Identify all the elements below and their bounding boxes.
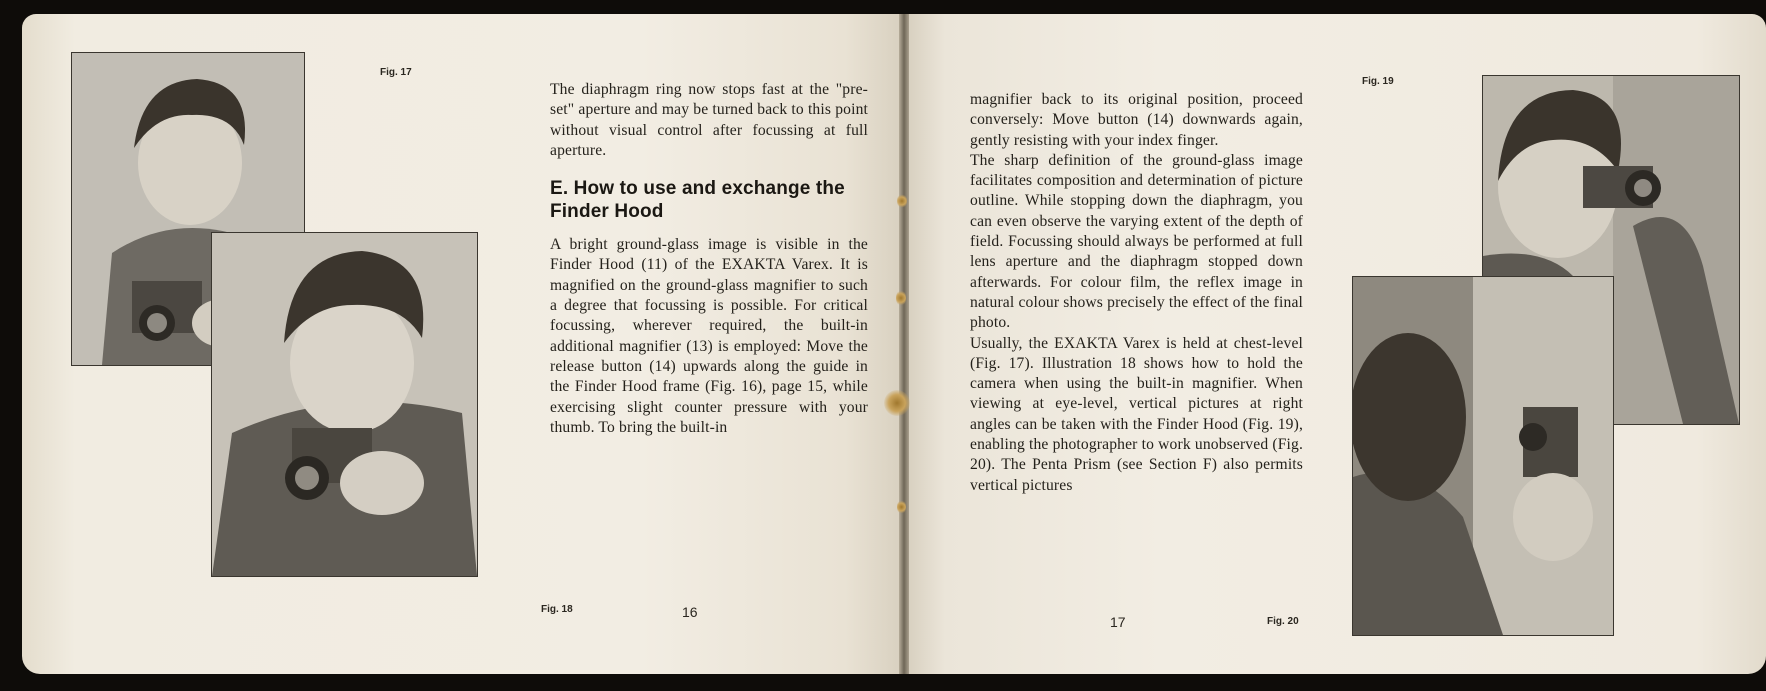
book-gutter [899, 14, 909, 674]
fig-19-label: Fig. 19 [1362, 76, 1394, 87]
right-paragraph-3: Usually, the EXAKTA Varex is held at chest-level (Fig. 17). Illustration 18 shows how to hold the camera when using the built-in magnifier. When viewing at eye-level, vertical pictures at right angles can be taken with the Finder Hood (Fig. 19), enabling the photographer to work unobserved (Fig. 20). The Penta Prism (see Section F) also permits vertical pictures [970, 334, 1303, 494]
paper-stain [897, 194, 907, 208]
paper-stain [897, 500, 906, 514]
paper-stain [896, 290, 906, 306]
page-number-16: 16 [682, 604, 698, 620]
right-paragraph-1: magnifier back to its original position, proceed conversely: Move button (14) downwards again, gently resisting with your index finger. [970, 91, 1303, 149]
left-paragraph-2: A bright ground-glass image is visible in the Finder Hood (11) of the EXAKTA Varex. It is magnified on the ground-glass magnifier to such a degree that focussing is possible. For critical focussing, wherever required, the built-in additional magnifier (13) is employed: Move the release button (14) upwards along the guide in the Finder Hood frame (Fig. 16), page 15, while exercising slight counter pressure with your thumb. To bring the built-in [550, 236, 868, 436]
fig-18-label: Fig. 18 [541, 604, 573, 615]
left-page [22, 14, 907, 674]
fig-17-label: Fig. 17 [380, 67, 412, 78]
right-text-column [970, 90, 1303, 496]
photo-fig-20 [1352, 276, 1614, 636]
right-paragraph-2: The sharp definition of the ground-glass image facilitates composition and determination of picture outline. While stopping down the diaphragm, you can even observe the varying extent of the depth of field. Focussing should always be performed at full lens aperture and the diaphragm stopped down afterwards. For colour film, the reflex image in natural colour shows precisely the effect of the final photo. [970, 151, 1303, 332]
left-text-column [550, 80, 868, 438]
paper-stain [884, 390, 910, 416]
photo-fig-18-image [212, 233, 477, 576]
page-number-17: 17 [1110, 614, 1126, 630]
section-heading: E. How to use and exchange the Finder Hood [550, 178, 845, 223]
booklet-spread [22, 14, 1752, 678]
fig-20-label: Fig. 20 [1267, 616, 1299, 627]
photo-fig-18 [211, 232, 478, 577]
photo-fig-20-image [1353, 277, 1613, 635]
left-paragraph-1: The diaphragm ring now stops fast at the "pre-set" aperture and may be turned back to this point without visual control after focussing at full aperture. [550, 81, 868, 159]
right-page [902, 14, 1766, 674]
